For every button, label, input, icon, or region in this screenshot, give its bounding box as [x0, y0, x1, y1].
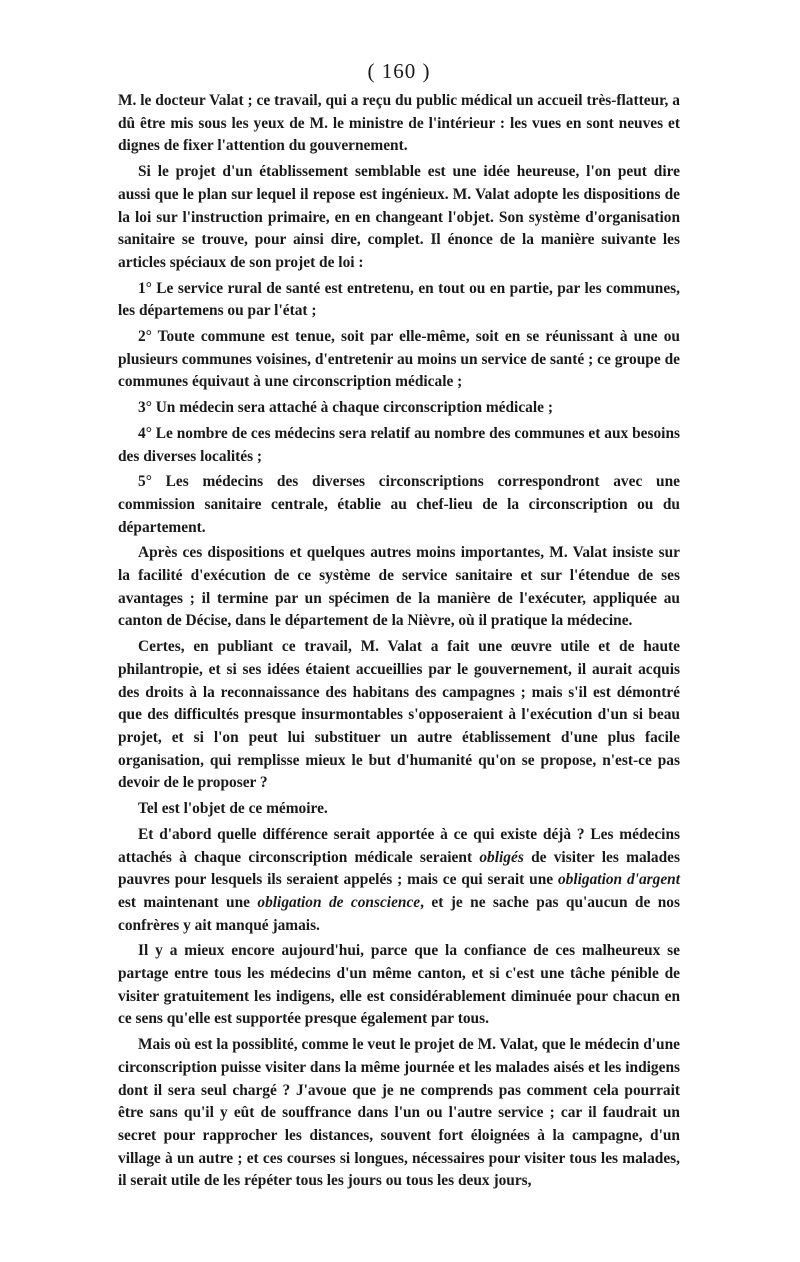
list-item: 3° Un médecin sera attaché à chaque circonscription médicale ;: [138, 399, 553, 417]
italic-text: obligés: [479, 848, 524, 866]
body-text: [118, 90, 680, 1193]
list-item: 5° Les médecins des diverses circonscriptions correspondront avec une commission sanitaire centrale, établie au chef-lieu de la circonscription ou du département.: [118, 473, 680, 536]
list-item: 4° Le nombre de ces médecins sera relatif au nombre des communes et aux besoins des diverses localités ;: [118, 424, 680, 465]
text-run: , et je ne sache pas qu'aucun de nos confrères y ait manqué jamais.: [118, 893, 680, 934]
text-run: de visiter les malades pauvres pour lesquels ils seraient appelés ; mais ce qui serait une: [118, 848, 680, 889]
paragraph: Si le projet d'un établissement semblable est une idée heureuse, l'on peut dire aussi que le plan sur lequel il repose est ingénieux. M. Valat adopte les dispositions de la loi sur l'instruction primaire, en en changeant l'objet. Son système d'organisation sanitaire se trouve, pour ainsi dire, complet. Il énonce de la manière suivante les articles spéciaux de son projet de loi :: [118, 163, 680, 271]
paragraph: M. le docteur Valat ; ce travail, qui a reçu du public médical un accueil très-flatteur, a dû être mis sous les yeux de M. le ministre de l'intérieur : les vues en sont neuves et dignes de fixer l'attention du gouvernement.: [118, 92, 680, 155]
text-run: Et d'abord quelle différence serait apportée à ce qui existe déjà ? Les médecins attachés à chaque circonscription médicale seraient: [118, 825, 680, 866]
italic-text: obligation de conscience: [257, 893, 421, 911]
paragraph: Tel est l'objet de ce mémoire.: [138, 800, 328, 818]
list-item: 2° Toute commune est tenue, soit par elle-même, soit en se réunissant à une ou plusieurs communes voisines, d'entretenir au moins un service de santé ; ce groupe de communes équivaut à une circonscription médicale ;: [118, 328, 680, 391]
page-number: ( 160 ): [367, 59, 431, 83]
paragraph: Mais où est la possiblité, comme le veut le projet de M. Valat, que le médecin d'une circonscription puisse visiter dans la même journée et les malades aisés et les indigens dont il sera seul chargé ? J'avoue que je ne comprends pas comment cela pourrait être sans qu'il y eût de souffrance dans l'un ou l'autre service ; car il faudrait un secret pour rapprocher les distances, souvent fort éloignées à la campagne, d'un village à un autre ; et ces courses si longues, nécessaires pour visiter tous les malades, il serait utile de les répéter tous les jours ou tous les deux jours,: [118, 1036, 680, 1190]
page: [118, 58, 680, 1196]
paragraph: Après ces dispositions et quelques autres moins importantes, M. Valat insiste sur la facilité d'exécution de ce système de service sanitaire et sur l'étendue de ses avantages ; il termine par un spécimen de la manière de l'exécuter, appliquée au canton de Décise, dans le département de la Nièvre, où il pratique la médecine.: [118, 544, 680, 630]
paragraph: [118, 824, 680, 938]
italic-text: obligation d'argent: [557, 871, 680, 889]
paragraph: Il y a mieux encore aujourd'hui, parce que la confiance de ces malheureux se partage entre tous les médecins d'un même canton, et si c'est une tâche pénible de visiter gratuitement les indigens, elle est considérablement diminuée pour chacun en ce sens qu'elle est supportée presque également par tous.: [118, 942, 680, 1028]
list-item: 1° Le service rural de santé est entretenu, en tout ou en partie, par les communes, les départemens ou par l'état ;: [118, 279, 680, 320]
text-run: est maintenant une: [118, 893, 258, 911]
paragraph: Certes, en publiant ce travail, M. Valat a fait une œuvre utile et de haute philantropie, et si ses idées étaient accueillies par le gouvernement, il aurait acquis des droits à la reconnaissance des habitans des campagnes ; mais s'il est démontré que des difficultés presque insurmontables s'opposeraient à l'exécution d'un si beau projet, et si l'on peut lui substituer un autre établissement d'une plus facile organisation, qui remplisse mieux le but d'humanité qu'on se propose, n'est-ce pas devoir de le proposer ?: [118, 638, 680, 792]
